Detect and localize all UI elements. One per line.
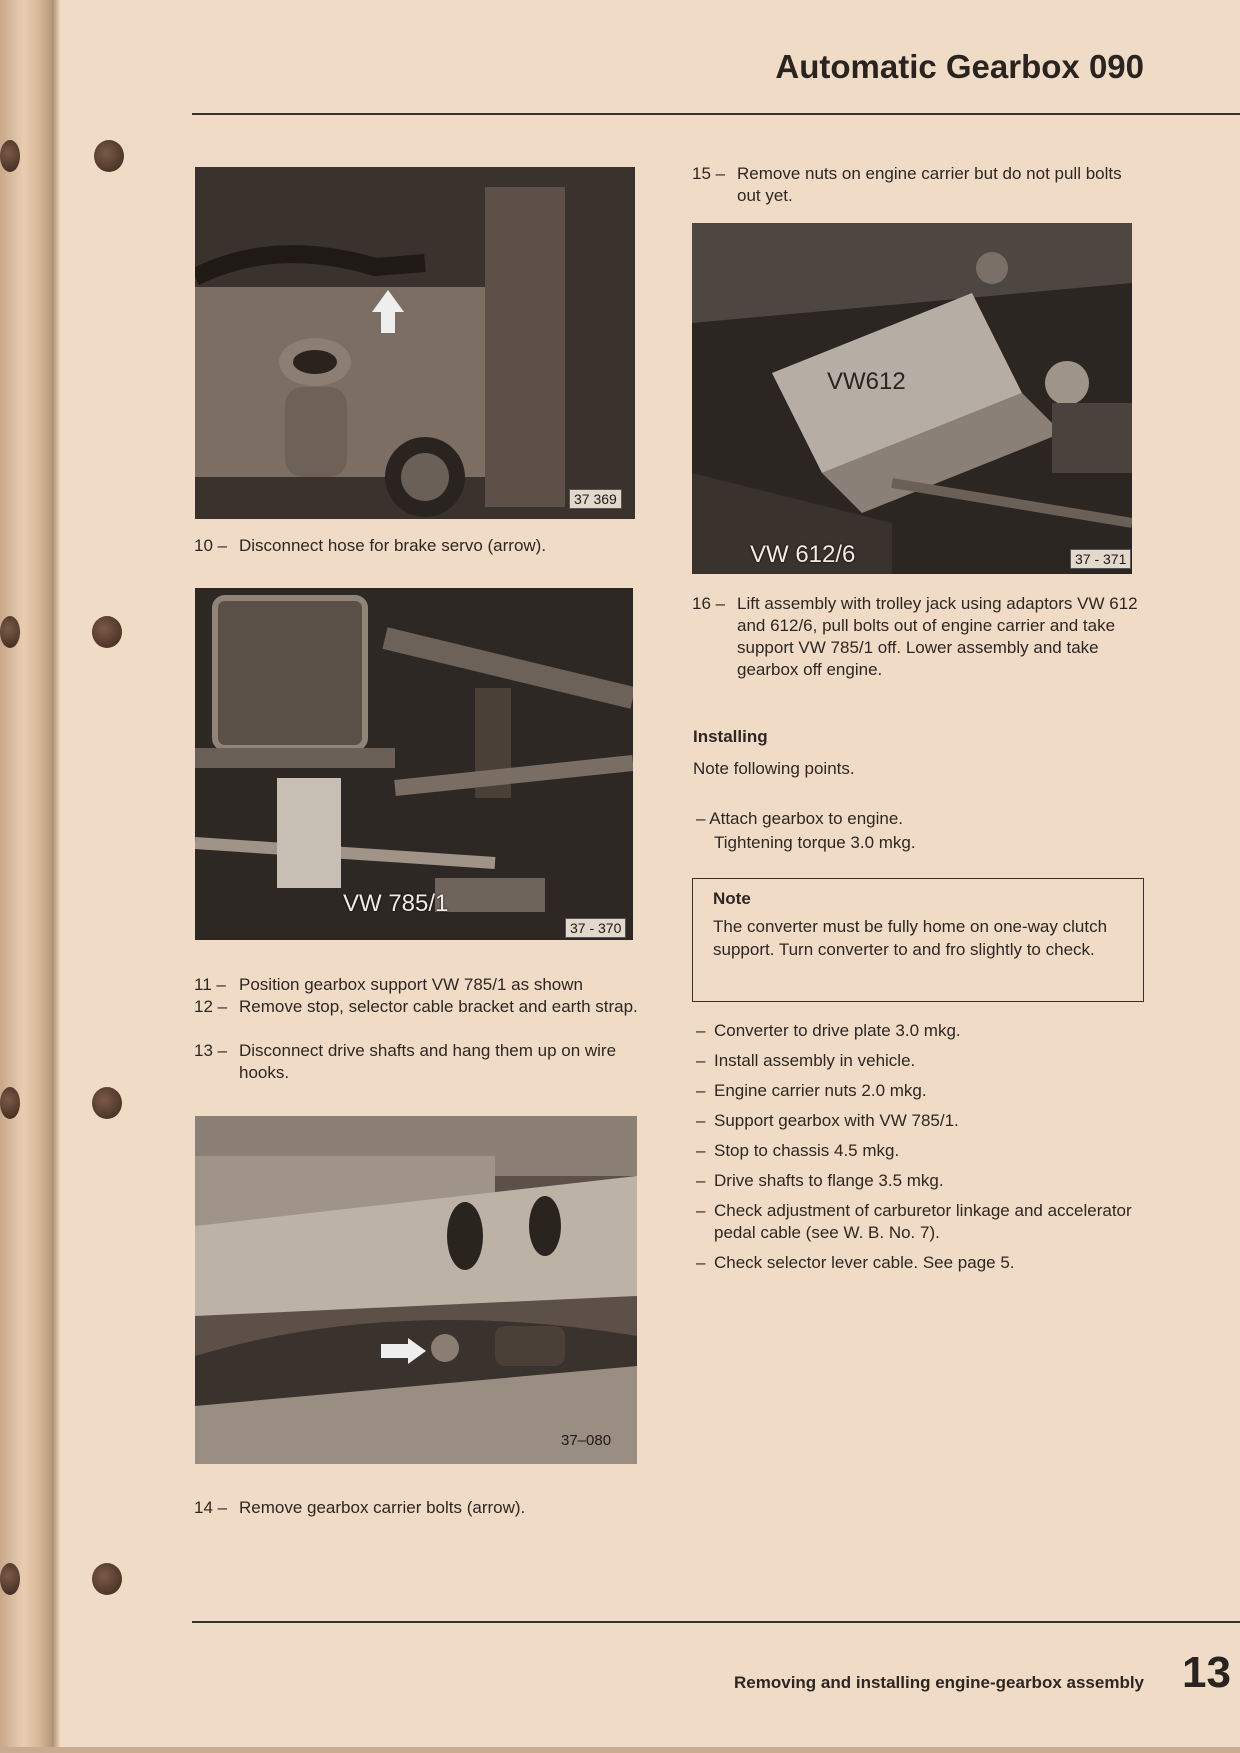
step-text: Remove nuts on engine carrier but do not pull bolts out yet. (737, 164, 1122, 205)
list-dash: – (696, 1111, 706, 1130)
page-bottom-edge (0, 1747, 1240, 1753)
footer-rule (192, 1621, 1240, 1623)
binder-hole (0, 1563, 20, 1595)
list-item-text: Support gearbox with VW 785/1. (714, 1111, 959, 1130)
arrow-icon (372, 290, 404, 312)
step-number: 11 – (194, 975, 226, 994)
step-text: Remove stop, selector cable bracket and earth strap. (239, 997, 638, 1016)
photo-id: 37 - 371 (1070, 549, 1131, 569)
list-dash: – (696, 1021, 706, 1040)
installing-intro: Note following points. (693, 759, 855, 778)
list-item-text: Check adjustment of carburetor linkage and accelerator pedal cable (see W. B. No. 7). (714, 1201, 1132, 1242)
tool-label: VW 785/1 (343, 890, 449, 917)
step-16 (692, 593, 1148, 681)
list-dash: – (696, 1081, 706, 1100)
step-13 (194, 1040, 650, 1084)
step-11 (194, 974, 650, 996)
arrow-icon (381, 1344, 409, 1358)
installing-heading: Installing (693, 727, 768, 746)
binder-hole (94, 140, 124, 172)
install-item-text: Attach gearbox to engine. (709, 809, 904, 828)
step-12 (194, 996, 650, 1018)
page-title: Automatic Gearbox 090 (775, 48, 1144, 85)
footer-section-title: Removing and installing engine-gearbox assembly (734, 1673, 1144, 1692)
list-dash: – (696, 1141, 706, 1160)
photo-id: 37 369 (569, 489, 622, 509)
list-dash: – (696, 1201, 706, 1220)
step-14 (194, 1497, 650, 1519)
binder-hole (92, 616, 122, 648)
list-item (696, 1140, 1156, 1162)
list-dash: – (696, 809, 706, 828)
install-checklist (696, 1020, 1156, 1282)
install-item-detail: Tightening torque 3.0 mkg. (714, 833, 916, 852)
arrow-stem (381, 311, 395, 333)
list-item (696, 1080, 1156, 1102)
list-item (696, 1050, 1156, 1072)
list-item-text: Converter to drive plate 3.0 mkg. (714, 1021, 961, 1040)
photo-gearbox-carrier-bolts (195, 1116, 637, 1464)
book-binding (0, 0, 52, 1753)
list-dash: – (696, 1051, 706, 1070)
step-text: Position gearbox support VW 785/1 as shown (239, 975, 583, 994)
tool-label: VW612 (827, 368, 906, 395)
step-number: 10 – (194, 536, 228, 555)
note-title: Note (713, 889, 751, 908)
step-15 (692, 163, 1144, 207)
list-dash: – (696, 1171, 706, 1190)
tool-label: VW 612/6 (750, 541, 856, 568)
page-number: 13 (1182, 1648, 1231, 1697)
binder-hole (92, 1563, 122, 1595)
binding-shadow (52, 0, 60, 1753)
list-item (696, 1170, 1156, 1192)
list-item-text: Drive shafts to flange 3.5 mkg. (714, 1171, 944, 1190)
arrow-head (408, 1338, 426, 1364)
step-number: 16 – (692, 594, 726, 613)
binder-hole (0, 1087, 20, 1119)
list-item (696, 1252, 1156, 1274)
list-item-text: Check selector lever cable. See page 5. (714, 1253, 1015, 1272)
step-text: Disconnect hose for brake servo (arrow). (239, 536, 547, 555)
install-item-attach (696, 807, 1156, 855)
binder-hole (0, 616, 20, 648)
list-item-text: Stop to chassis 4.5 mkg. (714, 1141, 900, 1160)
step-text: Disconnect drive shafts and hang them up on wire hooks. (239, 1041, 617, 1082)
list-item-text: Install assembly in vehicle. (714, 1051, 916, 1070)
header-rule (192, 113, 1240, 115)
list-item (696, 1200, 1156, 1244)
binder-hole (0, 140, 20, 172)
note-body: The converter must be fully home on one-way clutch support. Turn converter to and fro slightly to check. (713, 917, 1108, 959)
list-item (696, 1110, 1156, 1132)
step-text: Remove gearbox carrier bolts (arrow). (239, 1498, 526, 1517)
step-number: 14 – (194, 1498, 228, 1517)
step-number: 15 – (692, 164, 726, 183)
step-number: 13 – (194, 1041, 228, 1060)
photo-brake-servo-hose (195, 167, 635, 519)
photo-id: 37 - 370 (565, 918, 626, 938)
step-10 (194, 535, 634, 557)
step-text: Lift assembly with trolley jack using adaptors VW 612 and 612/6, pull bolts out of engine carrier and take support VW 785/1 off. Lower assembly and take gearbox off engine. (737, 594, 1138, 679)
binder-hole (92, 1087, 122, 1119)
photo-adaptors-vw612 (692, 223, 1132, 574)
photo-id: 37–080 (561, 1432, 612, 1449)
step-number: 12 – (194, 997, 228, 1016)
note-box (692, 878, 1144, 1002)
list-dash: – (696, 1253, 706, 1272)
list-item-text: Engine carrier nuts 2.0 mkg. (714, 1081, 927, 1100)
photo-gearbox-support (195, 588, 633, 940)
list-item (696, 1020, 1156, 1042)
